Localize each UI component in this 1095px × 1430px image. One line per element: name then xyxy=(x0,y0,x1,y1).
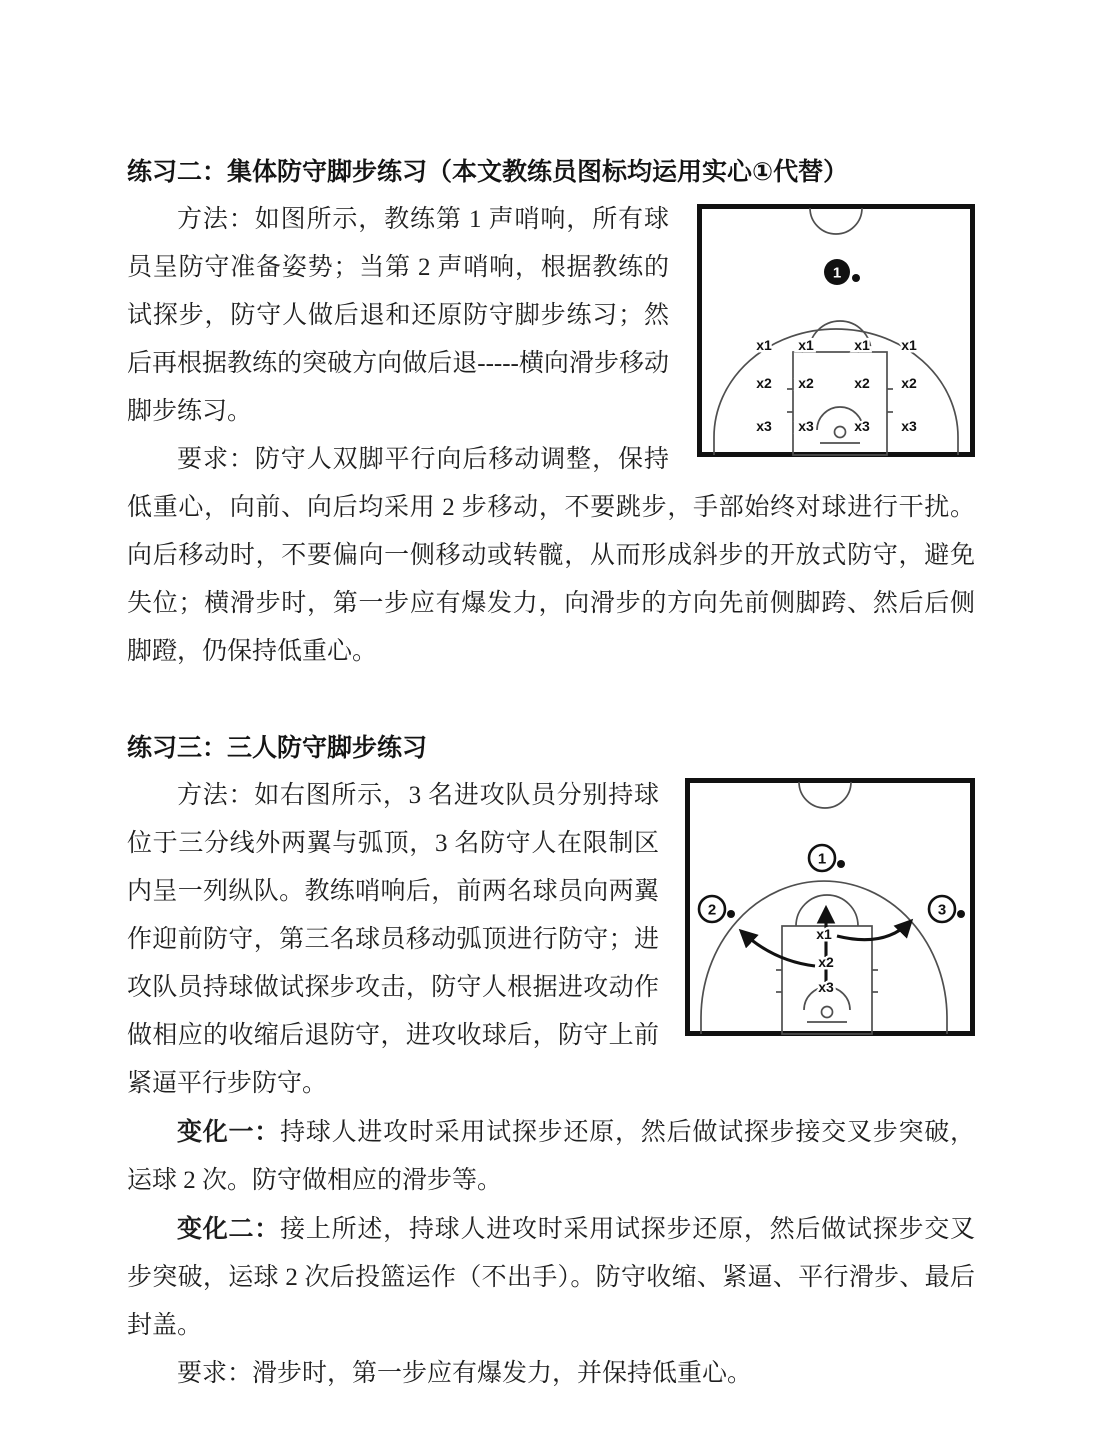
defender-label: x2 xyxy=(854,375,870,391)
defender-label: x1 xyxy=(901,337,917,353)
defender-label: x2 xyxy=(901,375,917,391)
defender-label: x3 xyxy=(756,418,772,434)
attacker-number: 1 xyxy=(817,850,827,868)
center-circle-arc xyxy=(799,782,851,808)
requirement-text: 滑步时，第一步应有爆发力，并保持低重心。 xyxy=(252,1360,753,1387)
defender-move-arrow-right xyxy=(837,921,911,940)
court-figure-drill2 xyxy=(697,204,975,457)
center-circle-arc xyxy=(810,208,862,234)
section3-body xyxy=(127,772,975,1398)
defender-label: x3 xyxy=(854,418,870,434)
defender-label: x1 xyxy=(854,337,870,353)
ball-icon xyxy=(837,860,845,868)
ball-icon xyxy=(727,910,735,918)
attacker-marker-3 xyxy=(929,896,965,922)
attacker-number: 2 xyxy=(707,901,717,919)
section2-body xyxy=(127,196,975,676)
method-text: 如右图所示，3 名进攻队员分别持球位于三分线外两翼与弧顶，3 名防守人在限制区内呈一列纵队。教练哨响后，前两名球员向两翼作迎前防守，第三名球员移动弧顶进行防守；进攻队员持球做试探步攻击，防守人根据进攻动作做相应的收缩后退防守，进攻收球后，防守上前紧逼平行步防守。 xyxy=(127,782,659,1097)
variation1-label: 变化一： xyxy=(177,1118,281,1146)
section2-heading: 练习二：集体防守脚步练习（本文教练员图标均运用实心①代替） xyxy=(127,158,849,186)
requirement-label: 要求： xyxy=(177,446,255,473)
court-diagram-drill2-svg xyxy=(697,204,975,457)
section3-heading: 练习三：三人防守脚步练习 xyxy=(127,734,428,762)
key-rectangle xyxy=(793,352,887,455)
method-label: 方法： xyxy=(177,782,255,809)
court-boundary xyxy=(700,207,973,455)
defender-label: x2 xyxy=(798,375,814,391)
method-text: 如图所示，教练第 1 声哨响，所有球员呈防守准备姿势；当第 2 声哨响，根据教练的试探步，防守人做后退和还原防守脚步练习；然后再根据教练的突破方向做后退-----横向滑步移动脚步练习。 xyxy=(127,206,669,425)
variation1-text: 持球人进攻时采用试探步还原，然后做试探步接交叉步突破，运球 2 次。防守做相应的滑步等。 xyxy=(127,1119,975,1194)
defender-label: x1 xyxy=(756,337,772,353)
rim-circle xyxy=(835,427,846,438)
ball-icon xyxy=(852,274,860,282)
court-diagram-drill3-svg xyxy=(685,778,975,1036)
attacker-marker-1 xyxy=(809,845,845,871)
defender-label: x3 xyxy=(818,979,834,995)
rim-circle xyxy=(822,1007,833,1018)
ball-icon xyxy=(957,910,965,918)
requirement-text: 防守人双脚平行向后移动调整，保持低重心，向前、向后均采用 2 步移动，不要跳步，手部始终对球进行干扰。向后移动时，不要偏向一侧移动或转髋，从而形成斜步的开放式防守，避免失位；横滑步时，第一步应有爆发力，向滑步的方向先前侧脚跨、然后后侧脚蹬，仍保持低重心。 xyxy=(127,446,975,665)
defender-label: x3 xyxy=(798,418,814,434)
defender-label: x1 xyxy=(798,337,814,353)
defender-label: x1 xyxy=(816,926,832,942)
section3-requirement-paragraph xyxy=(127,1350,975,1398)
attacker-number: 3 xyxy=(937,901,947,919)
coach-number: 1 xyxy=(832,264,842,282)
defender-move-arrow-left xyxy=(741,931,815,966)
section3-variation1-paragraph xyxy=(127,1108,975,1205)
defender-label: x2 xyxy=(756,375,772,391)
defender-label: x2 xyxy=(818,954,834,970)
court-figure-drill3 xyxy=(685,778,975,1036)
method-label: 方法： xyxy=(177,206,255,233)
variation2-label: 变化二： xyxy=(177,1215,281,1243)
section2-requirement-paragraph xyxy=(127,436,975,676)
attacker-marker-2 xyxy=(699,896,735,922)
variation2-text: 接上所述，持球人进攻时采用试探步还原，然后做试探步交叉步突破，运球 2 次后投篮运作（不出手）。防守收缩、紧逼、平行滑步、最后封盖。 xyxy=(127,1216,975,1339)
requirement-label: 要求： xyxy=(177,1360,253,1387)
coach-marker xyxy=(824,259,860,285)
defender-label: x3 xyxy=(901,418,917,434)
section3-variation2-paragraph xyxy=(127,1205,975,1350)
